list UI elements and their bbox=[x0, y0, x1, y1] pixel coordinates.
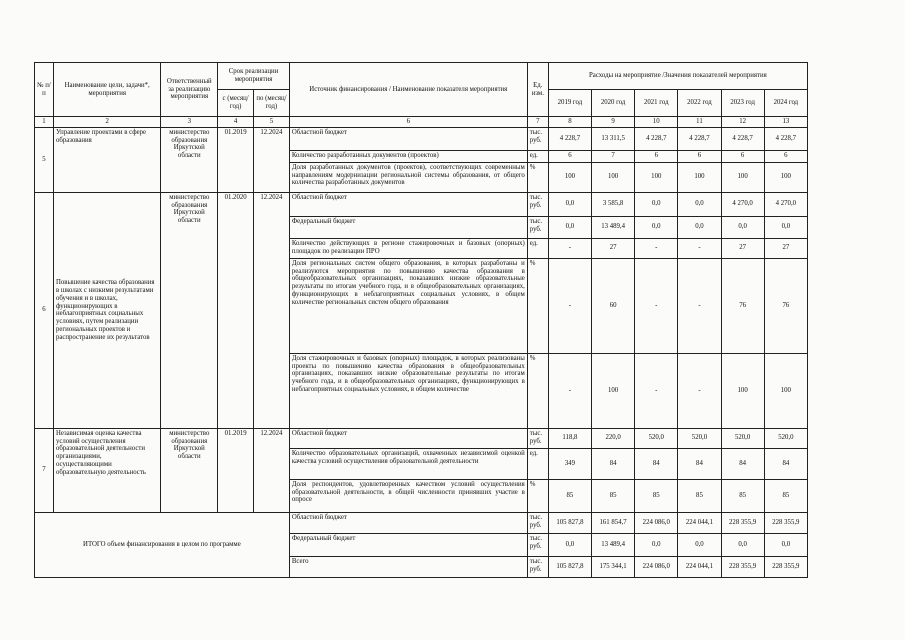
total-label: ИТОГО объем финансирования в целом по программе bbox=[35, 512, 290, 577]
value-2019: - bbox=[548, 258, 591, 353]
source-indicator: Федеральный бюджет bbox=[289, 216, 527, 238]
unit: тыс. руб. bbox=[527, 512, 548, 533]
value-2022: 520,0 bbox=[678, 428, 721, 448]
responsible-org: министерство образования Иркутской области bbox=[161, 127, 218, 192]
total-value-2023: 228 355,9 bbox=[721, 512, 764, 533]
value-2021: 85 bbox=[635, 479, 678, 512]
value-2019: 0,0 bbox=[548, 192, 591, 216]
total-value-2019: 105 827,8 bbox=[548, 512, 591, 533]
row-number: 6 bbox=[35, 192, 54, 428]
column-index: 13 bbox=[764, 117, 807, 128]
source-indicator: Доля респондентов, удовлетворенных качеством условий осуществления образовательной деятельности, в общей численности принявших участие в опросе bbox=[289, 479, 527, 512]
total-value-2021: 224 086,0 bbox=[635, 556, 678, 577]
table-row bbox=[35, 428, 808, 448]
value-2019: 118,8 bbox=[548, 428, 591, 448]
value-2021: - bbox=[635, 258, 678, 353]
value-2020: 3 585,8 bbox=[592, 192, 635, 216]
unit: % bbox=[527, 162, 548, 192]
program-activities-table bbox=[34, 62, 808, 578]
source-indicator: Количество образовательных организаций, охваченных независимой оценкой качества условий осуществления образовательной деятельности bbox=[289, 448, 527, 479]
value-2024: 84 bbox=[764, 448, 807, 479]
total-source: Областной бюджет bbox=[289, 512, 527, 533]
column-index: 9 bbox=[592, 117, 635, 128]
total-value-2020: 161 854,7 bbox=[592, 512, 635, 533]
value-2021: 520,0 bbox=[635, 428, 678, 448]
column-index: 12 bbox=[721, 117, 764, 128]
header-source: Источник финансирования / Наименование показателя мероприятия bbox=[289, 63, 527, 117]
term-to: 12.2024 bbox=[254, 428, 290, 512]
value-2019: 4 228,7 bbox=[548, 127, 591, 150]
value-2024: 4 270,0 bbox=[764, 192, 807, 216]
unit: тыс. руб. bbox=[527, 556, 548, 577]
value-2022: 0,0 bbox=[678, 192, 721, 216]
value-2024: 100 bbox=[764, 353, 807, 428]
header-term-to: по (месяц/ год) bbox=[254, 90, 290, 117]
value-2023: 27 bbox=[721, 238, 764, 258]
row-number: 7 bbox=[35, 428, 54, 512]
column-index: 1 bbox=[35, 117, 54, 128]
value-2024: 520,0 bbox=[764, 428, 807, 448]
value-2020: 7 bbox=[592, 150, 635, 162]
total-value-2021: 0,0 bbox=[635, 533, 678, 556]
header-year: 2020 год bbox=[592, 90, 635, 117]
column-index: 5 bbox=[254, 117, 290, 128]
value-2023: 0,0 bbox=[721, 216, 764, 238]
value-2022: 4 228,7 bbox=[678, 127, 721, 150]
unit: тыс. руб. bbox=[527, 428, 548, 448]
total-source: Всего bbox=[289, 556, 527, 577]
value-2019: 349 bbox=[548, 448, 591, 479]
unit: тыс. руб. bbox=[527, 216, 548, 238]
unit: тыс. руб. bbox=[527, 192, 548, 216]
source-indicator: Доля разработанных документов (проектов), соответствующих современным направлениям модернизации региональной системы образования, от общего количества разработанных документов bbox=[289, 162, 527, 192]
responsible-org: министерство образования Иркутской области bbox=[161, 192, 218, 428]
value-2020: 85 bbox=[592, 479, 635, 512]
header-term-from: с (месяц/ год) bbox=[218, 90, 254, 117]
source-indicator: Количество разработанных документов (проектов) bbox=[289, 150, 527, 162]
activity-name: Независимая оценка качества условий осуществления образовательной деятельности организациями, осуществляющими образовательную деятельность bbox=[53, 428, 160, 512]
total-row bbox=[35, 512, 808, 533]
value-2019: 0,0 bbox=[548, 216, 591, 238]
unit: ед. bbox=[527, 150, 548, 162]
row-number: 5 bbox=[35, 127, 54, 192]
column-index: 7 bbox=[527, 117, 548, 128]
term-to: 12.2024 bbox=[254, 127, 290, 192]
header-term: Срок реализации мероприятия bbox=[218, 63, 290, 90]
column-index: 10 bbox=[635, 117, 678, 128]
value-2023: 76 bbox=[721, 258, 764, 353]
value-2021: 0,0 bbox=[635, 216, 678, 238]
value-2019: 6 bbox=[548, 150, 591, 162]
value-2024: 85 bbox=[764, 479, 807, 512]
value-2020: 220,0 bbox=[592, 428, 635, 448]
term-to: 12.2024 bbox=[254, 192, 290, 428]
value-2023: 520,0 bbox=[721, 428, 764, 448]
value-2022: 100 bbox=[678, 162, 721, 192]
value-2023: 100 bbox=[721, 353, 764, 428]
unit: ед. bbox=[527, 448, 548, 479]
source-indicator: Областной бюджет bbox=[289, 428, 527, 448]
value-2022: - bbox=[678, 353, 721, 428]
header-num: № п/п bbox=[35, 63, 54, 117]
header-year: 2021 год bbox=[635, 90, 678, 117]
value-2024: 27 bbox=[764, 238, 807, 258]
column-index: 8 bbox=[548, 117, 591, 128]
source-indicator: Доля региональных систем общего образования, в которых разработаны и реализуются мероприятия по повышению качества образования в общеобразовательных организациях, показавших низкие образовательные результаты по итогам учебного года, и в общеобразовательных организациях, функционирующих в неблагоприятных социальных условиях, в общем количестве региональных систем общего образования bbox=[289, 258, 527, 353]
value-2019: 100 bbox=[548, 162, 591, 192]
value-2019: - bbox=[548, 238, 591, 258]
total-value-2022: 224 044,1 bbox=[678, 556, 721, 577]
unit: % bbox=[527, 353, 548, 428]
column-index: 11 bbox=[678, 117, 721, 128]
header-year: 2019 год bbox=[548, 90, 591, 117]
value-2020: 100 bbox=[592, 162, 635, 192]
header-year: 2024 год bbox=[764, 90, 807, 117]
header-year: 2022 год bbox=[678, 90, 721, 117]
table-body bbox=[35, 127, 808, 577]
value-2021: 84 bbox=[635, 448, 678, 479]
value-2024: 6 bbox=[764, 150, 807, 162]
unit: тыс. руб. bbox=[527, 533, 548, 556]
activity-name: Управление проектами в сфере образования bbox=[53, 127, 160, 192]
value-2022: 84 bbox=[678, 448, 721, 479]
total-value-2019: 0,0 bbox=[548, 533, 591, 556]
source-indicator: Областной бюджет bbox=[289, 127, 527, 150]
value-2021: - bbox=[635, 353, 678, 428]
table-row bbox=[35, 127, 808, 150]
total-value-2022: 224 044,1 bbox=[678, 512, 721, 533]
value-2020: 60 bbox=[592, 258, 635, 353]
value-2021: 6 bbox=[635, 150, 678, 162]
source-indicator: Количество действующих в регионе стажировочных и базовых (опорных) площадок по реализации ПРО bbox=[289, 238, 527, 258]
header-name: Наименование цели, задачи*, мероприятия bbox=[53, 63, 160, 117]
unit: ед. bbox=[527, 238, 548, 258]
value-2019: 85 bbox=[548, 479, 591, 512]
total-value-2022: 0,0 bbox=[678, 533, 721, 556]
value-2020: 13 489,4 bbox=[592, 216, 635, 238]
value-2023: 85 bbox=[721, 479, 764, 512]
table-row bbox=[35, 192, 808, 216]
unit: % bbox=[527, 479, 548, 512]
column-index: 6 bbox=[289, 117, 527, 128]
value-2023: 4 228,7 bbox=[721, 127, 764, 150]
responsible-org: министерство образования Иркутской области bbox=[161, 428, 218, 512]
header-values-title: Расходы на мероприятие /Значения показателей мероприятия bbox=[548, 63, 807, 90]
value-2023: 4 270,0 bbox=[721, 192, 764, 216]
value-2020: 100 bbox=[592, 353, 635, 428]
total-value-2023: 0,0 bbox=[721, 533, 764, 556]
value-2022: 6 bbox=[678, 150, 721, 162]
value-2023: 84 bbox=[721, 448, 764, 479]
total-value-2021: 224 086,0 bbox=[635, 512, 678, 533]
value-2019: - bbox=[548, 353, 591, 428]
column-index: 3 bbox=[161, 117, 218, 128]
term-from: 01.2020 bbox=[218, 192, 254, 428]
total-source: Федеральный бюджет bbox=[289, 533, 527, 556]
term-from: 01.2019 bbox=[218, 127, 254, 192]
unit: % bbox=[527, 258, 548, 353]
activity-name: Повышение качества образования в школах с низкими результатами обучения и в школах, функционирующих в неблагоприятных социальных условиях, путем реализации региональных проектов и распространение их результатов bbox=[53, 192, 160, 428]
column-index-row bbox=[35, 117, 808, 128]
value-2020: 84 bbox=[592, 448, 635, 479]
value-2021: 4 228,7 bbox=[635, 127, 678, 150]
value-2021: 0,0 bbox=[635, 192, 678, 216]
value-2024: 100 bbox=[764, 162, 807, 192]
unit: тыс. руб. bbox=[527, 127, 548, 150]
total-value-2023: 228 355,9 bbox=[721, 556, 764, 577]
value-2021: - bbox=[635, 238, 678, 258]
total-value-2019: 105 827,8 bbox=[548, 556, 591, 577]
total-value-2020: 13 489,4 bbox=[592, 533, 635, 556]
value-2023: 6 bbox=[721, 150, 764, 162]
value-2020: 13 311,5 bbox=[592, 127, 635, 150]
header-unit: Ед. изм. bbox=[527, 63, 548, 117]
value-2020: 27 bbox=[592, 238, 635, 258]
value-2022: - bbox=[678, 258, 721, 353]
value-2024: 0,0 bbox=[764, 216, 807, 238]
value-2023: 100 bbox=[721, 162, 764, 192]
total-value-2024: 228 355,9 bbox=[764, 556, 807, 577]
source-indicator: Доля стажировочных и базовых (опорных) площадок, в которых реализованы проекты по повышению качества образования в общеобразовательных организациях, показавших низкие образовательные результаты по итогам учебного года, и в общеобразовательных организациях, функционирующих в неблагоприятных социальных условиях, в общем количестве bbox=[289, 353, 527, 428]
header-responsible: Ответственный за реализацию мероприятия bbox=[161, 63, 218, 117]
value-2024: 4 228,7 bbox=[764, 127, 807, 150]
value-2022: - bbox=[678, 238, 721, 258]
column-index: 4 bbox=[218, 117, 254, 128]
column-index: 2 bbox=[53, 117, 160, 128]
total-value-2024: 0,0 bbox=[764, 533, 807, 556]
total-value-2024: 228 355,9 bbox=[764, 512, 807, 533]
value-2021: 100 bbox=[635, 162, 678, 192]
header-year: 2023 год bbox=[721, 90, 764, 117]
source-indicator: Областной бюджет bbox=[289, 192, 527, 216]
value-2022: 85 bbox=[678, 479, 721, 512]
term-from: 01.2019 bbox=[218, 428, 254, 512]
value-2024: 76 bbox=[764, 258, 807, 353]
value-2022: 0,0 bbox=[678, 216, 721, 238]
total-value-2020: 175 344,1 bbox=[592, 556, 635, 577]
